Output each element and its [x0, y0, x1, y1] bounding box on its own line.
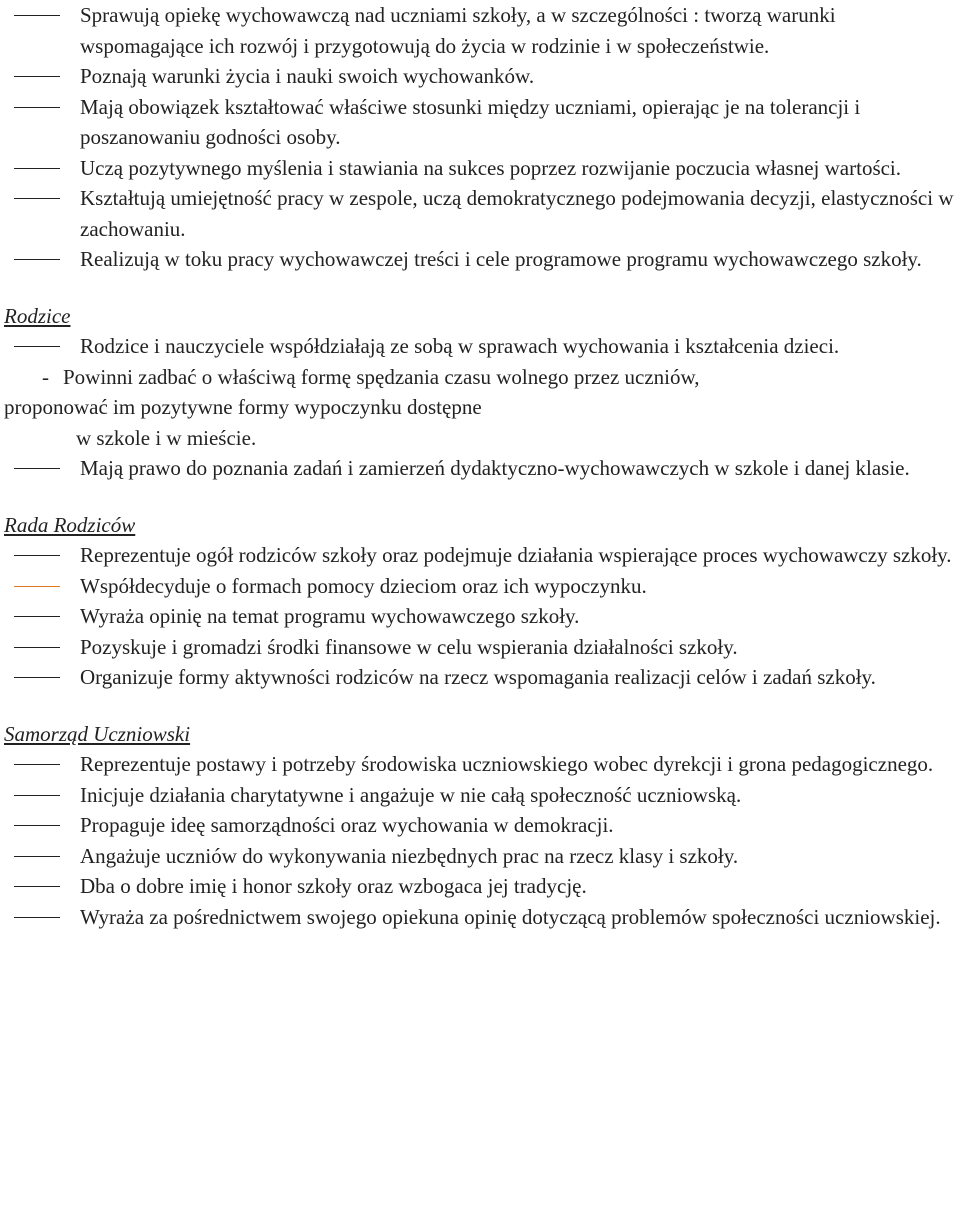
- list-item: [0, 749, 960, 780]
- parents-list: [0, 331, 960, 484]
- dash-bullet-icon: [14, 76, 60, 77]
- dash-bullet-icon: [14, 259, 60, 260]
- dash-bullet-icon: [14, 468, 60, 469]
- spacer: [0, 484, 960, 510]
- list-item-text: Dba o dobre imię i honor szkoły oraz wzbogaca jej tradycję.: [80, 874, 587, 898]
- dash-bullet-icon: [14, 586, 60, 587]
- section-heading-parents-council: Rada Rodziców: [4, 512, 136, 537]
- list-item: [0, 902, 960, 933]
- list-item: [0, 601, 960, 632]
- dash-bullet-icon: [14, 647, 60, 648]
- list-item-text: Angażuje uczniów do wykonywania niezbędnych prac na rzecz klasy i szkoły.: [80, 843, 739, 868]
- list-item-text: Współdecyduje o formach pomocy dzieciom oraz ich wypoczynku.: [80, 573, 647, 598]
- list-item-text: Realizują w toku pracy wychowawczej treści i cele programowe programu wychowawczego szkoły.: [80, 247, 922, 271]
- students-list: [0, 749, 960, 932]
- dash-bullet-icon: [14, 555, 60, 556]
- dash-bullet-icon: [14, 616, 60, 617]
- list-item-text: Pozyskuje i gromadzi środki finansowe w celu wspierania działalności szkoły.: [80, 634, 738, 659]
- dash-bullet-icon: [14, 168, 60, 169]
- hyphen-bullet: -: [42, 364, 49, 389]
- list-item: [0, 841, 960, 872]
- list-item: [0, 331, 960, 362]
- dash-bullet-icon: [14, 886, 60, 887]
- list-item-text: Organizuje formy aktywności rodziców na rzecz wspomagania realizacji celów i zadań szkoły.: [80, 665, 876, 689]
- section-heading-student-council: Samorząd Uczniowski: [4, 721, 191, 746]
- list-item-hyphenated: [0, 362, 960, 454]
- list-item-text: Inicjuje działania charytatywne i angażuje w nie całą społeczność uczniowską.: [80, 782, 742, 807]
- teachers-list: [0, 0, 960, 275]
- list-item-text: Uczą pozytywnego myślenia i stawiania na sukces poprzez rozwijanie poczucia własnej wartości.: [80, 155, 902, 180]
- list-item-text: Sprawują opiekę wychowawczą nad uczniami szkoły, a w szczególności : tworzą warunki wspomagające ich rozwój i przygotowują do życia w rodzinie i w społeczeństwie.: [80, 3, 836, 58]
- section-heading-parents: Rodzice: [4, 303, 71, 328]
- list-item: [0, 92, 960, 153]
- list-item-text: Rodzice i nauczyciele współdziałają ze sobą w sprawach wychowania i kształcenia dzieci.: [80, 334, 840, 358]
- list-item-text: Poznają warunki życia i nauki swoich wychowanków.: [80, 64, 535, 88]
- dash-bullet-icon: [14, 825, 60, 826]
- list-item: [0, 662, 960, 693]
- council-list: [0, 540, 960, 693]
- dash-bullet-icon: [14, 764, 60, 765]
- list-item-text: Reprezentuje postawy i potrzeby środowiska uczniowskiego wobec dyrekcji i grona pedagogicznego.: [80, 752, 934, 776]
- dash-bullet-icon: [14, 15, 60, 16]
- list-item-text: Propaguje ideę samorządności oraz wychowania w demokracji.: [80, 813, 614, 837]
- dash-bullet-icon: [14, 107, 60, 108]
- list-item-text-line1: Powinni zadbać o właściwą formę spędzania czasu wolnego przez uczniów,: [63, 364, 700, 389]
- dash-bullet-icon: [14, 346, 60, 347]
- list-item: [0, 153, 960, 184]
- spacer: [0, 693, 960, 719]
- dash-bullet-icon: [14, 795, 60, 796]
- dash-bullet-icon: [14, 856, 60, 857]
- spacer: [0, 275, 960, 301]
- list-item-text-line2: proponować im pozytywne formy wypoczynku dostępne: [4, 395, 482, 419]
- list-item: [0, 571, 960, 602]
- list-item-text: Reprezentuje ogół rodziców szkoły oraz podejmuje działania wspierające proces wychowawczy szkoły.: [80, 543, 952, 567]
- list-item: [0, 61, 960, 92]
- list-item: [0, 632, 960, 663]
- dash-bullet-icon: [14, 677, 60, 678]
- list-item: [0, 540, 960, 571]
- list-item: [0, 871, 960, 902]
- list-item-text: Wyraża za pośrednictwem swojego opiekuna opinię dotyczącą problemów społeczności uczniowskiej.: [80, 904, 941, 929]
- list-item: [0, 183, 960, 244]
- dash-bullet-icon: [14, 917, 60, 918]
- list-item-text: Kształtują umiejętność pracy w zespole, uczą demokratycznego podejmowania decyzji, elastyczności w zachowaniu.: [80, 186, 954, 241]
- list-item: [0, 244, 960, 275]
- list-item-text: Wyraża opinię na temat programu wychowawczego szkoły.: [80, 604, 580, 628]
- list-item: [0, 0, 960, 61]
- list-item: [0, 780, 960, 811]
- list-item: [0, 810, 960, 841]
- dash-bullet-icon: [14, 198, 60, 199]
- list-item: [0, 453, 960, 484]
- list-item-text: Mają obowiązek kształtować właściwe stosunki między uczniami, opierając je na tolerancji i poszanowaniu godności osoby.: [80, 94, 861, 149]
- list-item-text-line3: w szkole i w mieście.: [76, 425, 257, 450]
- list-item-text: Mają prawo do poznania zadań i zamierzeń dydaktyczno-wychowawczych w szkole i danej klasie.: [80, 456, 910, 480]
